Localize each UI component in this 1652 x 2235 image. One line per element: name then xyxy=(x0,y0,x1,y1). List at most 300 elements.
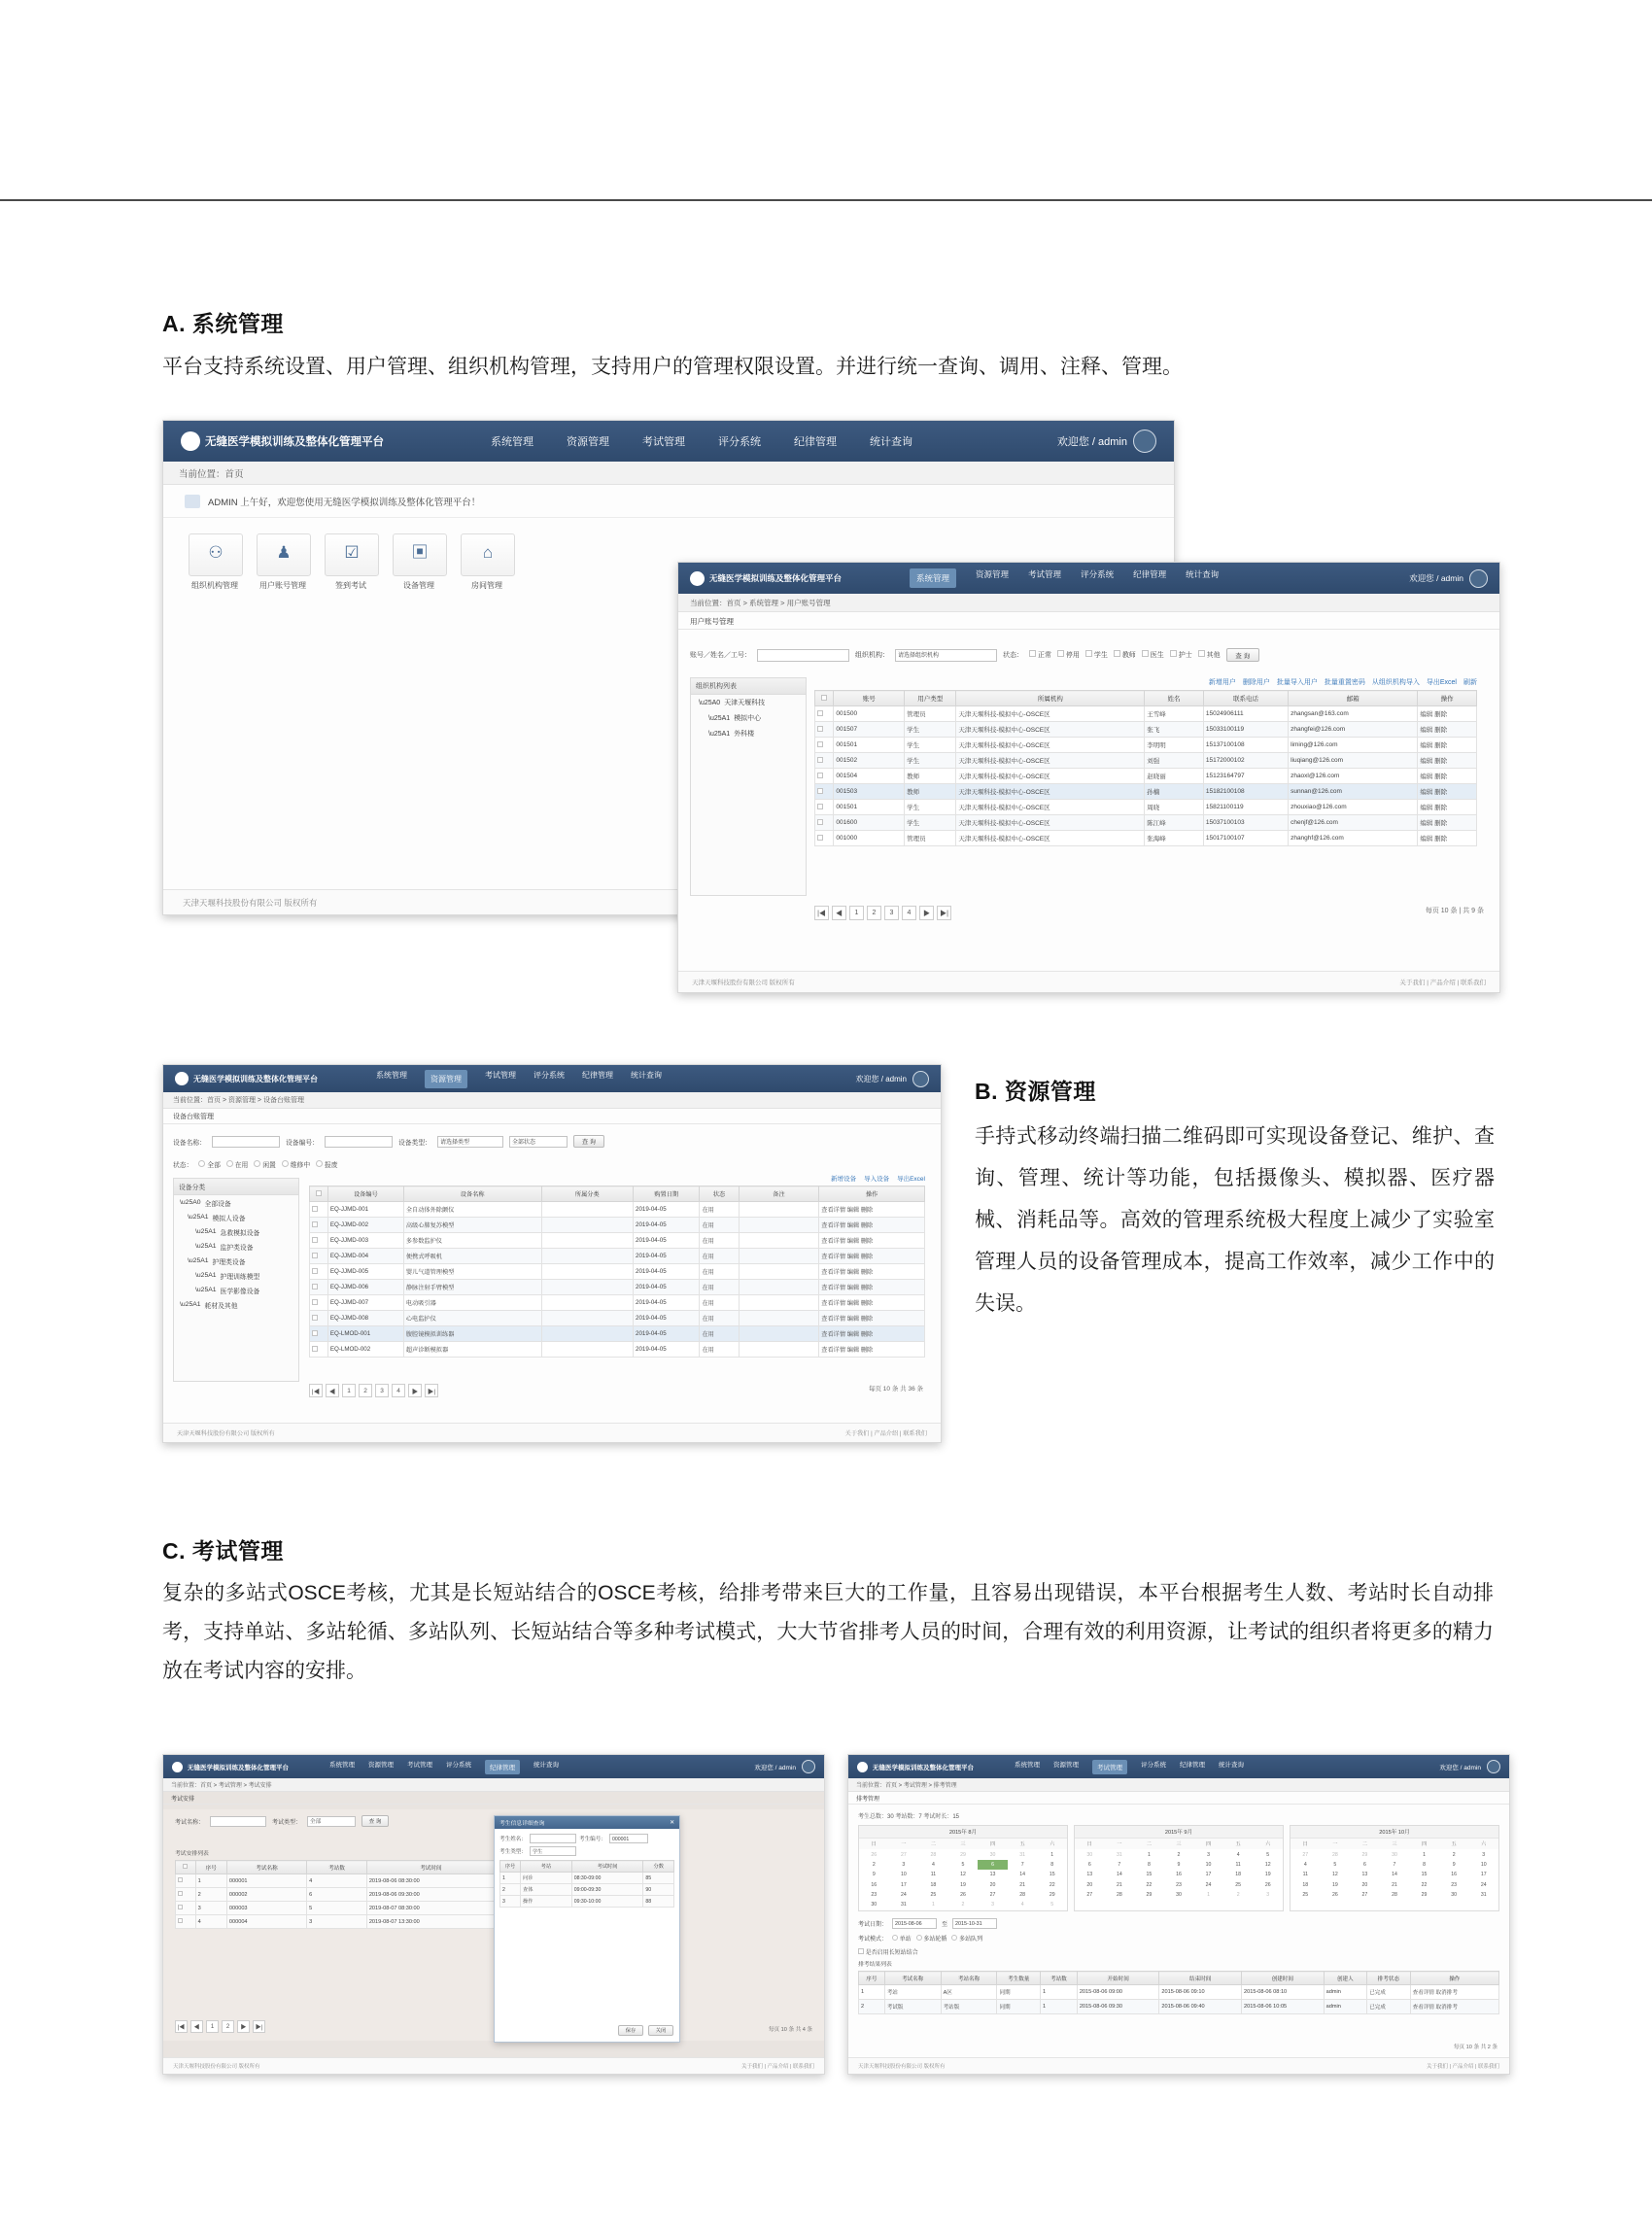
col-check[interactable] xyxy=(310,1186,328,1202)
day-cell[interactable]: 12 xyxy=(1331,1872,1338,1878)
day-cell[interactable]: 3 xyxy=(902,1861,906,1868)
checkbox-normal[interactable] xyxy=(1029,650,1051,660)
page-first[interactable]: |◀ xyxy=(309,1384,323,1397)
day-cell[interactable]: 7 xyxy=(1020,1861,1024,1868)
org-select[interactable]: 请选择组织机构 xyxy=(895,649,997,662)
day-cell[interactable]: 31 xyxy=(900,1902,907,1908)
day-cell[interactable]: 29 xyxy=(1361,1851,1368,1858)
row-check[interactable] xyxy=(310,1326,328,1342)
tree-item[interactable] xyxy=(174,1297,298,1312)
col-exam-time[interactable]: 考试时间 xyxy=(366,1861,495,1874)
day-cell[interactable]: 30 xyxy=(871,1902,878,1908)
checkbox-teacher[interactable] xyxy=(1114,650,1136,660)
day-cell[interactable]: 28 xyxy=(1116,1892,1122,1899)
import-from-org-button[interactable]: 从组织机构导入 xyxy=(1371,679,1420,686)
table-row[interactable] xyxy=(815,722,1477,738)
day-cell[interactable]: 13 xyxy=(1086,1872,1093,1878)
day-cell[interactable]: 9 xyxy=(872,1872,876,1878)
nav-item-exam[interactable]: 考试管理 xyxy=(642,436,685,448)
day-cell[interactable]: 2 xyxy=(1236,1892,1240,1899)
nav-item-system[interactable]: 系统管理 xyxy=(491,436,533,448)
day-cell[interactable]: 29 xyxy=(1049,1892,1055,1899)
nav-item-score[interactable]: 评分系统 xyxy=(533,1070,565,1080)
table-row[interactable] xyxy=(815,800,1477,815)
day-cell[interactable]: 26 xyxy=(1331,1892,1338,1899)
cell-actions[interactable]: 查看详情 编辑 删除 xyxy=(819,1342,925,1358)
device-type-select[interactable]: 请选择类型 xyxy=(437,1136,503,1148)
row-check[interactable] xyxy=(310,1311,328,1326)
day-cell[interactable]: 8 xyxy=(1147,1861,1151,1868)
table-row[interactable] xyxy=(500,1896,674,1908)
day-cell[interactable]: 3 xyxy=(1266,1892,1270,1899)
col-date[interactable]: 购置日期 xyxy=(634,1186,700,1202)
nav-item-resource[interactable]: 资源管理 xyxy=(368,1761,394,1769)
checkbox-doctor[interactable] xyxy=(1142,650,1164,660)
cell-actions[interactable]: 编辑 删除 xyxy=(1418,722,1477,738)
table-row[interactable] xyxy=(176,1888,496,1902)
day-cell[interactable]: 27 xyxy=(1361,1892,1368,1899)
cell-actions[interactable]: 编辑 删除 xyxy=(1418,815,1477,831)
cell-actions[interactable]: 查看详情 编辑 删除 xyxy=(819,1264,925,1280)
day-cell[interactable]: 3 xyxy=(991,1902,994,1908)
tree-item[interactable] xyxy=(691,726,806,741)
day-cell[interactable]: 18 xyxy=(930,1881,937,1888)
day-cell[interactable]: 25 xyxy=(1235,1881,1242,1888)
device-name-input[interactable] xyxy=(212,1136,280,1148)
checkbox-other[interactable] xyxy=(1198,650,1221,660)
start-date-input[interactable]: 2015-08-06 xyxy=(892,1918,937,1929)
table-row[interactable] xyxy=(310,1326,925,1342)
day-cell[interactable]: 15 xyxy=(1421,1872,1428,1878)
quick-link-user[interactable] xyxy=(257,533,309,591)
row-check[interactable] xyxy=(310,1249,328,1264)
tree-item[interactable] xyxy=(691,710,806,726)
tree-item[interactable] xyxy=(174,1254,298,1268)
nav-item-discipline[interactable]: 纪律管理 xyxy=(794,436,837,448)
keyword-input[interactable] xyxy=(757,649,849,662)
radio-idle[interactable] xyxy=(254,1159,275,1169)
day-cell[interactable]: 14 xyxy=(1019,1872,1026,1878)
col-org[interactable]: 所属机构 xyxy=(956,691,1145,706)
page-4[interactable]: 4 xyxy=(902,906,916,920)
nav-item-score[interactable]: 评分系统 xyxy=(1081,569,1115,579)
table-row[interactable] xyxy=(310,1233,925,1249)
day-cell[interactable]: 23 xyxy=(871,1892,878,1899)
checkbox-nurse[interactable] xyxy=(1170,650,1192,660)
cell-actions[interactable]: 查看详情 编辑 删除 xyxy=(819,1295,925,1311)
quick-link-org[interactable] xyxy=(189,533,241,591)
tree-item[interactable] xyxy=(174,1210,298,1224)
day-cell[interactable]: 23 xyxy=(1176,1881,1182,1888)
radio-all[interactable] xyxy=(198,1159,220,1169)
footer-right[interactable]: 关于我们 | 产品介绍 | 联系我们 xyxy=(741,2064,814,2070)
import-device-button[interactable]: 导入设备 xyxy=(864,1176,890,1183)
add-user-button[interactable]: 新增用户 xyxy=(1208,679,1236,686)
day-cell[interactable]: 20 xyxy=(1086,1881,1093,1888)
tree-item[interactable] xyxy=(174,1195,298,1210)
cell-actions[interactable]: 编辑 删除 xyxy=(1418,769,1477,784)
row-check[interactable] xyxy=(176,1915,196,1929)
day-cell[interactable]: 27 xyxy=(1086,1892,1093,1899)
day-cell[interactable]: 11 xyxy=(930,1872,937,1878)
day-cell[interactable]: 14 xyxy=(1116,1872,1122,1878)
row-check[interactable] xyxy=(815,753,834,769)
day-cell[interactable]: 7 xyxy=(1393,1861,1396,1868)
day-cell[interactable]: 11 xyxy=(1235,1861,1241,1868)
day-cell[interactable]: 2 xyxy=(1452,1851,1456,1858)
cell-actions[interactable]: 编辑 删除 xyxy=(1418,784,1477,800)
row-check[interactable] xyxy=(310,1280,328,1295)
nav-item-system[interactable]: 系统管理 xyxy=(329,1761,355,1769)
cell-actions[interactable]: 查看详情 编辑 删除 xyxy=(819,1280,925,1295)
avatar[interactable] xyxy=(1487,1760,1500,1773)
page-2[interactable]: 2 xyxy=(359,1384,372,1397)
checkbox-student[interactable] xyxy=(1085,650,1108,660)
nav-item-resource[interactable]: 资源管理 xyxy=(1053,1761,1079,1769)
row-check[interactable] xyxy=(310,1264,328,1280)
table-row[interactable] xyxy=(310,1280,925,1295)
day-cell[interactable]: 6 xyxy=(1362,1861,1366,1868)
row-check[interactable] xyxy=(310,1233,328,1249)
col-category[interactable]: 所属分类 xyxy=(541,1186,633,1202)
nav-item-stats[interactable]: 统计查询 xyxy=(533,1761,559,1769)
table-row[interactable] xyxy=(815,769,1477,784)
day-cell[interactable]: 4 xyxy=(1303,1861,1307,1868)
nav-item-stats[interactable]: 统计查询 xyxy=(1219,1761,1244,1769)
day-cell[interactable]: 9 xyxy=(1452,1861,1456,1868)
day-cell[interactable]: 19 xyxy=(1264,1872,1271,1878)
avatar[interactable] xyxy=(1469,569,1488,588)
nav-item-stats[interactable]: 统计查询 xyxy=(1186,569,1220,579)
day-cell[interactable]: 24 xyxy=(1480,1881,1487,1888)
nav-item-exam[interactable]: 考试管理 xyxy=(485,1070,516,1080)
cell-actions[interactable]: 查看详情 编辑 删除 xyxy=(819,1311,925,1326)
pagination[interactable] xyxy=(175,2020,265,2033)
radio-multi-queue[interactable] xyxy=(951,1934,982,1943)
col-start-time[interactable]: 开始时间 xyxy=(1077,1972,1159,1985)
table-row[interactable] xyxy=(310,1218,925,1233)
pagination[interactable] xyxy=(309,1384,438,1397)
page-next[interactable]: ▶ xyxy=(919,906,934,920)
col-name[interactable]: 姓名 xyxy=(1145,691,1204,706)
day-cell[interactable]: 4 xyxy=(1236,1851,1240,1858)
day-cell[interactable]: 16 xyxy=(871,1881,878,1888)
table-row[interactable] xyxy=(815,784,1477,800)
row-check[interactable] xyxy=(310,1218,328,1233)
page-first[interactable]: |◀ xyxy=(814,906,829,920)
day-cell[interactable]: 20 xyxy=(989,1881,996,1888)
device-status-select[interactable]: 全部状态 xyxy=(509,1136,568,1148)
search-button[interactable]: 查 询 xyxy=(361,1815,389,1827)
day-cell[interactable]: 15 xyxy=(1049,1872,1055,1878)
col-code[interactable]: 设备编号 xyxy=(327,1186,403,1202)
cell-actions[interactable]: 编辑 删除 xyxy=(1418,738,1477,753)
day-cell[interactable]: 30 xyxy=(1176,1892,1182,1899)
day-cell[interactable]: 5 xyxy=(1050,1902,1054,1908)
col-exam-name[interactable]: 考试名称 xyxy=(226,1861,306,1874)
page-first[interactable]: |◀ xyxy=(175,2020,188,2033)
day-cell[interactable]: 16 xyxy=(1176,1872,1182,1878)
table-row[interactable] xyxy=(815,738,1477,753)
footer-right[interactable]: 关于我们 | 产品介绍 | 联系我们 xyxy=(844,1430,927,1437)
day-cell[interactable]: 27 xyxy=(989,1892,996,1899)
page-prev[interactable]: ◀ xyxy=(832,906,846,920)
dialog-close-button[interactable]: 关闭 xyxy=(648,2025,673,2036)
close-icon[interactable]: ✕ xyxy=(670,1819,674,1826)
day-cell[interactable]: 3 xyxy=(1482,1851,1486,1858)
day-cell[interactable]: 22 xyxy=(1146,1881,1153,1888)
table-row[interactable] xyxy=(815,831,1477,846)
day-cell[interactable]: 23 xyxy=(1451,1881,1458,1888)
tree-item[interactable] xyxy=(174,1239,298,1254)
row-check[interactable] xyxy=(815,831,834,846)
radio-inuse[interactable] xyxy=(226,1159,248,1169)
cell-actions[interactable]: 查看详情 编辑 删除 xyxy=(819,1249,925,1264)
page-next[interactable]: ▶ xyxy=(237,2020,250,2033)
col-station-count[interactable]: 考站数 xyxy=(307,1861,367,1874)
day-cell[interactable]: 15 xyxy=(1146,1872,1153,1878)
day-cell[interactable]: 9 xyxy=(1177,1861,1181,1868)
nav-item-score[interactable]: 评分系统 xyxy=(446,1761,471,1769)
day-cell[interactable]: 25 xyxy=(1302,1892,1309,1899)
day-cell[interactable]: 1 xyxy=(1147,1851,1151,1858)
cell-actions[interactable]: 查看详情 编辑 删除 xyxy=(819,1326,925,1342)
day-cell[interactable]: 8 xyxy=(1423,1861,1426,1868)
cell-actions[interactable]: 查看详情 取消排考 xyxy=(1410,1985,1498,2000)
day-cell[interactable]: 11 xyxy=(1302,1872,1308,1878)
day-cell[interactable]: 24 xyxy=(1205,1881,1212,1888)
delete-user-button[interactable]: 删除用户 xyxy=(1242,679,1270,686)
day-cell[interactable]: 18 xyxy=(1235,1872,1242,1878)
row-check[interactable] xyxy=(310,1295,328,1311)
end-date-input[interactable]: 2015-10-31 xyxy=(952,1918,997,1929)
day-cell[interactable]: 26 xyxy=(1264,1881,1271,1888)
day-cell[interactable]: 27 xyxy=(1302,1851,1309,1858)
nav-user[interactable] xyxy=(856,1071,929,1087)
cell-actions[interactable]: 查看详情 取消排考 xyxy=(1410,2000,1498,2014)
row-check[interactable] xyxy=(176,1902,196,1915)
day-cell[interactable]: 1 xyxy=(1050,1851,1054,1858)
day-cell[interactable]: 21 xyxy=(1019,1881,1026,1888)
row-check[interactable] xyxy=(815,769,834,784)
col-check[interactable] xyxy=(815,691,834,706)
cell-actions[interactable]: 查看详情 编辑 删除 xyxy=(819,1233,925,1249)
page-last[interactable]: ▶| xyxy=(425,1384,438,1397)
col-status[interactable]: 排考状态 xyxy=(1367,1972,1411,1985)
calendar-september[interactable] xyxy=(1074,1825,1284,1911)
day-cell[interactable]: 4 xyxy=(931,1861,935,1868)
nav-user[interactable] xyxy=(1439,1760,1500,1773)
day-cell[interactable]: 31 xyxy=(1480,1892,1487,1899)
row-check[interactable] xyxy=(815,738,834,753)
cell-actions[interactable]: 查看详情 编辑 删除 xyxy=(819,1202,925,1218)
page-4[interactable]: 4 xyxy=(392,1384,405,1397)
day-cell[interactable]: 17 xyxy=(1205,1872,1212,1878)
day-cell[interactable]: 4 xyxy=(1020,1902,1024,1908)
row-check[interactable] xyxy=(176,1888,196,1902)
org-tree[interactable] xyxy=(690,677,807,896)
radio-repair[interactable] xyxy=(282,1159,310,1169)
nav-user[interactable] xyxy=(754,1760,815,1773)
quick-link-room[interactable] xyxy=(461,533,513,591)
nav-item-stats[interactable]: 统计查询 xyxy=(631,1070,662,1080)
day-cell[interactable]: 30 xyxy=(1392,1851,1397,1858)
nav-item-exam[interactable]: 考试管理 xyxy=(407,1761,432,1769)
calendar-august[interactable] xyxy=(858,1825,1068,1911)
day-cell[interactable]: 12 xyxy=(1264,1861,1271,1868)
candidate-type-select[interactable]: 学生 xyxy=(530,1846,576,1856)
footer-right[interactable]: 关于我们 | 产品介绍 | 联系我们 xyxy=(1427,2064,1499,2070)
day-cell[interactable]: 1 xyxy=(1423,1851,1426,1858)
page-2[interactable]: 2 xyxy=(222,2020,234,2033)
day-cell[interactable]: 2 xyxy=(872,1861,876,1868)
cell-actions[interactable]: 编辑 删除 xyxy=(1418,753,1477,769)
day-cell[interactable]: 26 xyxy=(871,1851,878,1858)
col-creator[interactable]: 创建人 xyxy=(1324,1972,1367,1985)
col-station-name[interactable]: 考站名称 xyxy=(941,1972,997,1985)
col-check[interactable] xyxy=(176,1861,196,1874)
cell-actions[interactable]: 编辑 删除 xyxy=(1418,800,1477,815)
page-2[interactable]: 2 xyxy=(867,906,881,920)
col-status[interactable]: 状态 xyxy=(700,1186,739,1202)
tree-item[interactable] xyxy=(691,695,806,710)
day-cell[interactable]: 10 xyxy=(1480,1861,1487,1868)
radio-scrap[interactable] xyxy=(316,1159,337,1169)
table-row[interactable] xyxy=(176,1915,496,1929)
table-row[interactable] xyxy=(859,2000,1499,2014)
table-row[interactable] xyxy=(815,815,1477,831)
checkbox-long-short[interactable] xyxy=(858,1947,918,1956)
exam-type-select[interactable]: 全部 xyxy=(307,1816,356,1827)
day-cell[interactable]: 17 xyxy=(900,1881,907,1888)
day-cell[interactable]: 5 xyxy=(1333,1861,1337,1868)
page-1[interactable]: 1 xyxy=(849,906,864,920)
reset-password-button[interactable]: 批量重置密码 xyxy=(1324,679,1365,686)
tree-item[interactable] xyxy=(174,1283,298,1297)
day-cell[interactable]: 7 xyxy=(1118,1861,1121,1868)
nav-item-discipline[interactable]: 纪律管理 xyxy=(1180,1761,1205,1769)
day-cell[interactable]: 5 xyxy=(1266,1851,1270,1858)
tree-item[interactable] xyxy=(174,1224,298,1239)
checkbox-disabled[interactable] xyxy=(1057,650,1080,660)
day-cell[interactable]: 8 xyxy=(1050,1861,1054,1868)
dialog-save-button[interactable]: 保存 xyxy=(618,2025,643,2036)
day-cell[interactable]: 25 xyxy=(930,1892,937,1899)
radio-multi-rotate[interactable] xyxy=(916,1934,947,1943)
quick-link-device[interactable] xyxy=(393,533,445,591)
day-cell[interactable]: 17 xyxy=(1480,1872,1487,1878)
day-cell[interactable]: 28 xyxy=(1331,1851,1338,1858)
day-cell[interactable]: 14 xyxy=(1392,1872,1397,1878)
footer-right[interactable]: 关于我们 | 产品介绍 | 联系我们 xyxy=(1399,980,1486,986)
day-cell[interactable]: 28 xyxy=(1019,1892,1026,1899)
nav-item-system[interactable]: 系统管理 xyxy=(910,568,956,588)
day-cell[interactable]: 28 xyxy=(930,1851,937,1858)
day-cell[interactable]: 1 xyxy=(931,1902,935,1908)
pagination[interactable] xyxy=(814,906,951,920)
cell-actions[interactable]: 编辑 删除 xyxy=(1418,831,1477,846)
day-cell[interactable]: 30 xyxy=(1451,1892,1458,1899)
exam-name-input[interactable] xyxy=(210,1816,266,1827)
page-3[interactable]: 3 xyxy=(884,906,899,920)
day-cell-today[interactable]: 6 xyxy=(978,1860,1008,1870)
add-device-button[interactable]: 新增设备 xyxy=(831,1176,857,1183)
day-cell[interactable]: 22 xyxy=(1421,1881,1428,1888)
table-row[interactable] xyxy=(310,1342,925,1358)
day-cell[interactable]: 21 xyxy=(1392,1881,1397,1888)
nav-item-exam[interactable]: 考试管理 xyxy=(1028,569,1062,579)
nav-user[interactable] xyxy=(1057,430,1156,453)
avatar[interactable] xyxy=(912,1071,929,1087)
search-button[interactable]: 查 询 xyxy=(1226,648,1259,662)
day-cell[interactable]: 21 xyxy=(1116,1881,1122,1888)
row-check[interactable] xyxy=(815,722,834,738)
export-excel-button[interactable]: 导出Excel xyxy=(897,1176,925,1183)
row-check[interactable] xyxy=(310,1202,328,1218)
page-prev[interactable]: ◀ xyxy=(190,2020,203,2033)
nav-item-discipline[interactable]: 纪律管理 xyxy=(1133,569,1167,579)
table-row[interactable] xyxy=(815,706,1477,722)
row-check[interactable] xyxy=(310,1342,328,1358)
nav-item-system[interactable]: 系统管理 xyxy=(376,1070,407,1080)
page-next[interactable]: ▶ xyxy=(408,1384,422,1397)
col-type[interactable]: 用户类型 xyxy=(905,691,956,706)
cell-actions[interactable]: 编辑 删除 xyxy=(1418,706,1477,722)
page-3[interactable]: 3 xyxy=(375,1384,389,1397)
nav-item-score[interactable]: 评分系统 xyxy=(718,436,761,448)
nav-item-resource[interactable]: 资源管理 xyxy=(976,569,1010,579)
import-user-button[interactable]: 批量导入用户 xyxy=(1276,679,1318,686)
day-cell[interactable]: 29 xyxy=(1421,1892,1428,1899)
device-category-tree[interactable] xyxy=(173,1178,299,1382)
day-cell[interactable]: 28 xyxy=(1392,1892,1397,1899)
row-check[interactable] xyxy=(815,706,834,722)
nav-item-discipline[interactable]: 纪律管理 xyxy=(582,1070,613,1080)
day-cell[interactable]: 24 xyxy=(900,1892,907,1899)
day-cell[interactable]: 10 xyxy=(900,1872,907,1878)
export-excel-button[interactable]: 导出Excel xyxy=(1426,679,1457,686)
refresh-button[interactable]: 刷新 xyxy=(1463,679,1477,686)
day-cell[interactable]: 6 xyxy=(1087,1861,1091,1868)
table-row[interactable] xyxy=(500,1884,674,1896)
nav-item-stats[interactable]: 统计查询 xyxy=(870,436,912,448)
nav-item-system[interactable]: 系统管理 xyxy=(1015,1761,1040,1769)
col-candidate-count[interactable]: 考生数量 xyxy=(997,1972,1041,1985)
row-check[interactable] xyxy=(176,1874,196,1888)
page-prev[interactable]: ◀ xyxy=(326,1384,339,1397)
avatar[interactable] xyxy=(1133,430,1156,453)
col-end-time[interactable]: 结束时间 xyxy=(1159,1972,1242,1985)
avatar[interactable] xyxy=(802,1760,815,1773)
day-cell[interactable]: 13 xyxy=(989,1872,996,1878)
day-cell[interactable]: 20 xyxy=(1361,1881,1368,1888)
row-check[interactable] xyxy=(815,800,834,815)
page-1[interactable]: 1 xyxy=(342,1384,356,1397)
table-row[interactable] xyxy=(310,1202,925,1218)
day-cell[interactable]: 1 xyxy=(1207,1892,1210,1899)
nav-item-exam[interactable]: 考试管理 xyxy=(1092,1760,1127,1774)
day-cell[interactable]: 27 xyxy=(900,1851,907,1858)
page-last[interactable]: ▶| xyxy=(937,906,951,920)
col-account[interactable]: 账号 xyxy=(834,691,905,706)
device-code-input[interactable] xyxy=(325,1136,393,1148)
cell-actions[interactable]: 查看详情 编辑 删除 xyxy=(819,1218,925,1233)
day-cell[interactable]: 22 xyxy=(1049,1881,1055,1888)
table-row[interactable] xyxy=(176,1902,496,1915)
col-station-count[interactable]: 考站数 xyxy=(1040,1972,1077,1985)
table-row[interactable] xyxy=(500,1873,674,1884)
table-row[interactable] xyxy=(310,1311,925,1326)
